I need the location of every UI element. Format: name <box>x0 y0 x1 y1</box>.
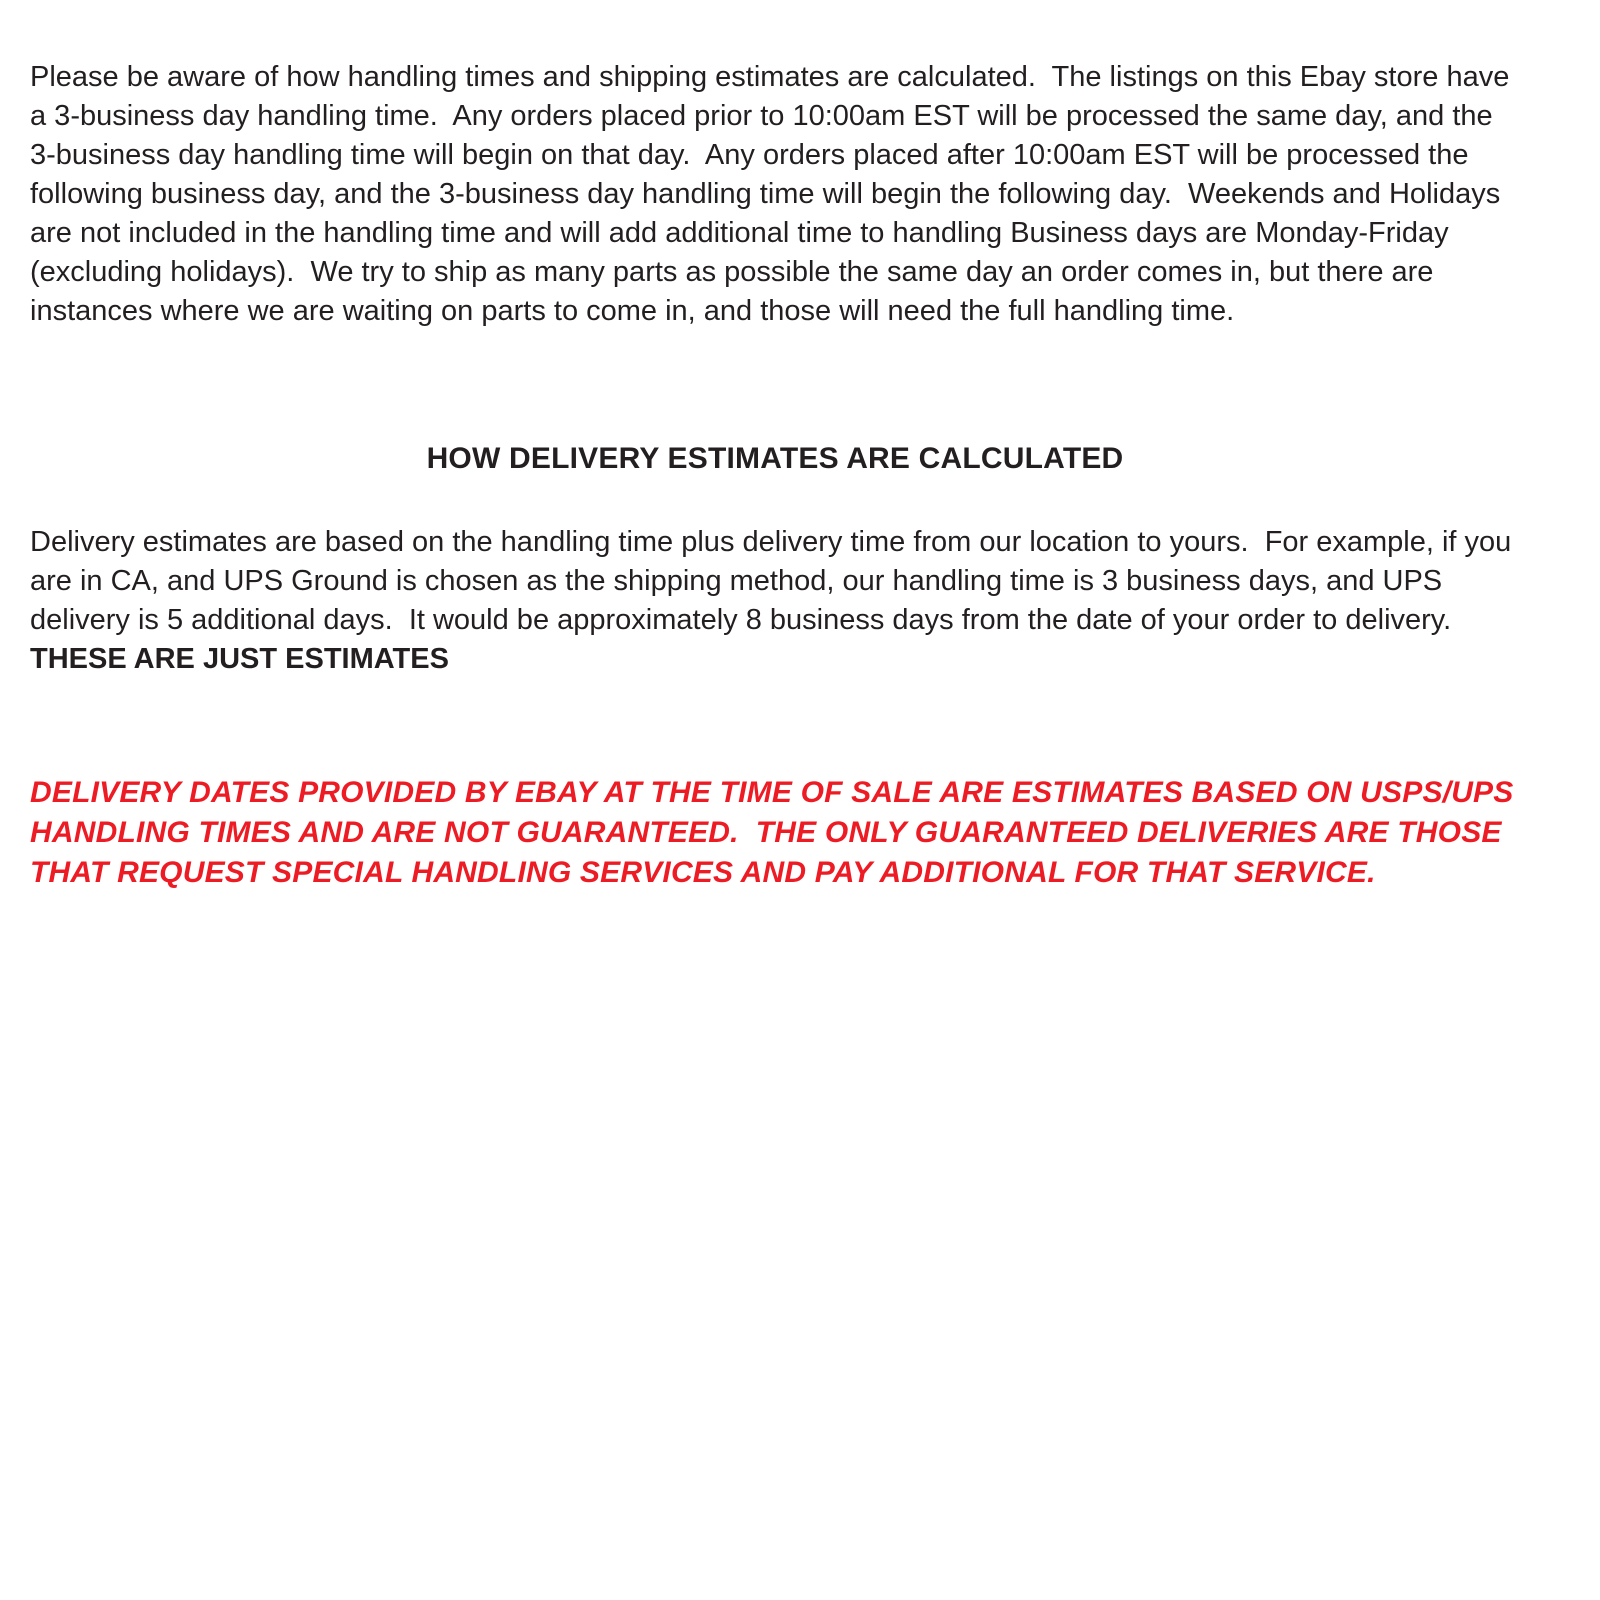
delivery-estimates-heading: HOW DELIVERY ESTIMATES ARE CALCULATED <box>426 442 1124 475</box>
delivery-estimates-text: Delivery estimates are based on the handling time plus delivery time from our location to yours. For example, if you are in CA, and UPS Ground is chosen as the shipping method, our handling time is 3 business days, and UPS delivery is 5 additional days. It would be approximately 8 business days from the date of your order to delivery. <box>30 526 1520 636</box>
estimates-disclaimer-bold-text: THESE ARE JUST ESTIMATES <box>30 643 449 675</box>
guaranteed-delivery-notice: DELIVERY DATES PROVIDED BY EBAY AT THE TIME OF SALE ARE ESTIMATES BASED ON USPS/UPS HANDLING TIMES AND ARE NOT GUARANTEED. THE ONLY GUARANTEED DELIVERIES ARE THOSE THAT REQUEST SPECIAL HANDLING SERVICES AND PAY ADDITIONAL FOR THAT SERVICE. <box>30 776 1523 889</box>
delivery-estimates-paragraph <box>30 523 1520 679</box>
handling-time-paragraph: Please be aware of how handling times and shipping estimates are calculated. The listings on this Ebay store have a 3-business day handling time. Any orders placed prior to 10:00am EST will be processed the same day, and the 3-business day handling time will begin on that day. Any orders placed after 10:00am EST will be processed the following business day, and the 3-business day handling time will begin the following day. Weekends and Holidays are not included in the handling time and will add additional time to handling Business days are Monday-Friday (excluding holidays). We try to ship as many parts as possible the same day an order comes in, but there are instances where we are waiting on parts to come in, and those will need the full handling time. <box>30 61 1518 327</box>
